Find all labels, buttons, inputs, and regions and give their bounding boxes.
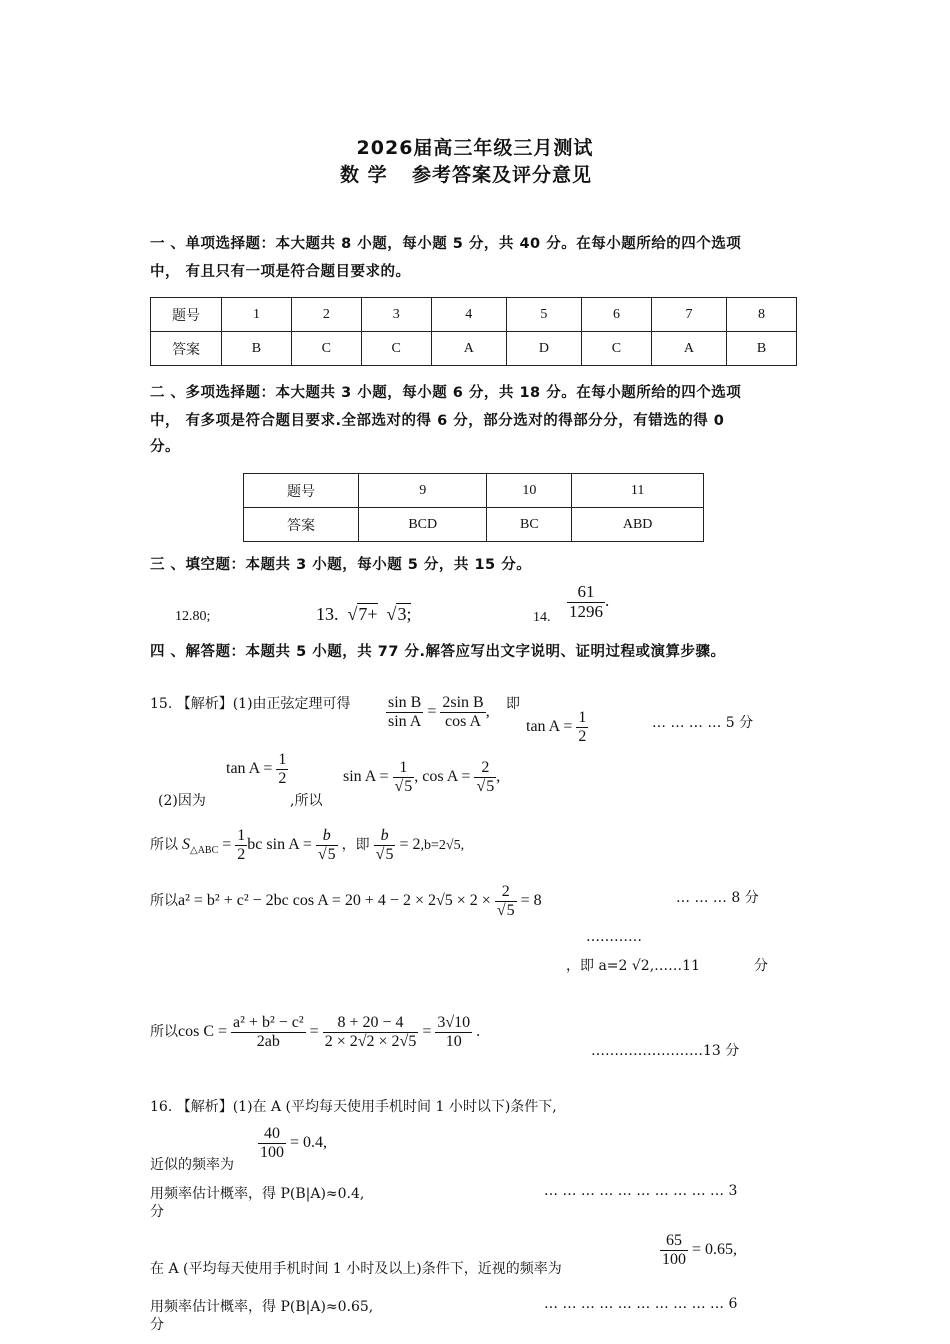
fraction-denominator: 5 (486, 777, 495, 795)
fraction-numerator: b (374, 827, 396, 846)
q16-condition-2: 在 A (平均每天使用手机时间 1 小时及以上)条件下，近视的频率为 (150, 1261, 562, 1277)
page-subtitle-subject: 数 学 (340, 164, 388, 186)
fraction-denominator: 5 (506, 901, 515, 919)
table-cell: 9 (359, 474, 487, 508)
q15-a-value: ，即 a=2 √2,……11 (566, 958, 700, 974)
answer-13-root2: 3; (397, 604, 412, 624)
table-cell: 7 (651, 298, 726, 332)
single-choice-answer-table (150, 297, 797, 366)
table-cell: B (727, 332, 797, 366)
answer-14-label: 14. (533, 610, 551, 625)
q15-a2-expr: a² = b² + c² − 2bc cos A = 20 + 4 − 2 × 2√5 × 2 × (178, 891, 491, 909)
q15-head: 15. 【解析】(1)由正弦定理可得 (150, 696, 351, 712)
fraction-denominator: sin A (388, 712, 422, 730)
fraction-numerator: 65 (660, 1232, 688, 1251)
table-cell: 8 (727, 298, 797, 332)
section-2-line2: 中， 有多项是符合题目要求.全部选对的得 6 分，部分选对的得部分分，有错选的得 0 (150, 413, 725, 429)
fraction-numerator: 1 (237, 827, 246, 844)
q16-freq2: $\frac{65}{100}$ = 0.65, (662, 1232, 738, 1268)
fraction-numerator: a² + b² − c² (233, 1014, 304, 1031)
section-1-line2: 中， 有且只有一项是符合题目要求的。 (150, 264, 411, 280)
q15-cos-prefix: 所以 (150, 1024, 178, 1040)
fraction-denominator: 2 × 2√2 × 2√5 (324, 1032, 417, 1050)
fraction-denominator: 2 (278, 769, 287, 787)
q16-freq1-value: = 0.4 (290, 1133, 324, 1151)
q15-tan: tan A = $\frac{1}{2}$ (526, 709, 587, 745)
fraction-numerator: 2sin B (442, 694, 484, 711)
q15-sincos: sin A = $\frac{1}{√5}$ , cos A = $\frac{2}{√5}$ , (343, 759, 501, 795)
table-header-cell: 题号 (244, 474, 359, 508)
table-cell: 11 (572, 474, 704, 508)
fraction-denominator: 10 (445, 1032, 462, 1050)
fraction-denominator: cos A (445, 712, 482, 730)
answer-13-label: 13. (316, 604, 339, 624)
table-cell: 3 (361, 298, 431, 332)
fraction-numerator: 1 (578, 709, 587, 726)
q15-eq-two: 2 (412, 835, 421, 853)
table-header-cell: 题号 (151, 298, 222, 332)
table-cell: 10 (487, 474, 572, 508)
table-cell: 6 (582, 298, 652, 332)
fraction-numerator: 1 (278, 751, 287, 768)
table-header-cell: 答案 (151, 332, 222, 366)
q15-area-prefix: 所以 (150, 837, 178, 853)
cos-c: cos C (178, 1022, 214, 1040)
q16-score-6: … … … … … … … … … … 6 (544, 1296, 738, 1312)
table-cell: B (222, 332, 292, 366)
q15-tan2: tan A = $\frac{1}{2}$ (226, 751, 287, 787)
fraction-denominator: 5 (404, 777, 413, 795)
answer-14 (567, 583, 609, 621)
page-subtitle: 参考答案及评分意见 (412, 164, 593, 186)
cos-a: cos A (422, 767, 458, 785)
fraction-numerator: 61 (567, 583, 605, 603)
fraction-denominator: 100 (260, 1143, 284, 1161)
fraction-denominator: 2ab (256, 1032, 280, 1050)
answer-12: 12.80; (175, 609, 211, 624)
q16-fen-1: 分 (150, 1204, 164, 1220)
table-cell: C (582, 332, 652, 366)
q16-head: 16. 【解析】(1)在 A (平均每天使用手机时间 1 小时以下)条件下, (150, 1099, 557, 1115)
q15-because: (2)因为 (158, 793, 206, 809)
fraction-numerator: 40 (258, 1125, 286, 1144)
page-title: 2026届高三年级三月测试 (356, 137, 594, 159)
q15-score-5: … … … … 5 分 (652, 715, 754, 731)
q15-dots: ………… (586, 929, 642, 945)
q15-ji: 即 (506, 696, 520, 712)
section-2-line3: 分。 (150, 439, 180, 455)
q15-so: ,所以 (290, 793, 323, 809)
q16-near: 近似的频率为 (150, 1157, 234, 1173)
fraction-numerator: b (316, 827, 338, 846)
sin-a: sin A (343, 767, 376, 785)
fraction-denominator: 100 (662, 1250, 686, 1268)
q16-freq2-value: = 0.65 (692, 1240, 734, 1258)
q16-score-3: … … … … … … … … … … 3 (544, 1183, 738, 1199)
q15-a2-end: = 8 (520, 891, 542, 909)
section-3: 三 、填空题：本题共 3 小题，每小题 5 分，共 15 分。 (150, 557, 532, 573)
area-symbol: S (182, 835, 190, 853)
answer-13: 13. √7+ √3; (316, 604, 412, 624)
q16-fen-2: 分 (150, 1317, 164, 1333)
answer-13-root1: 7+ (358, 604, 378, 624)
table-cell: BC (487, 508, 572, 542)
table-cell: 5 (506, 298, 581, 332)
q15-score-8: … … … 8 分 (676, 890, 759, 906)
q16-estimate-2: 用频率估计概率，得 P(B|A)≈0.65, (150, 1299, 374, 1315)
fraction-numerator: 2 (474, 759, 496, 778)
table-cell: D (506, 332, 581, 366)
q15-ji2: ，即 (341, 837, 370, 853)
section-4: 四 、解答题：本题共 5 小题，共 77 分.解答应写出文字说明、证明过程或演算步骤。 (150, 644, 726, 660)
q15-area: 所以 $S_{\triangle ABC}$ = $\frac{1}{2}$ bc sin A = $\frac{b}{√5}$ ，即 $\frac{b}{√5}$ = 2,b=2√5, (150, 827, 465, 863)
q16-estimate-1: 用频率估计概率，得 P(B|A)≈0.4, (150, 1186, 365, 1202)
section-1-line1: 一 、单项选择题：本大题共 8 小题，每小题 5 分，共 40 分。在每小题所给的四个选项 (150, 236, 742, 252)
fraction-numerator: 3√10 (437, 1014, 471, 1031)
table-cell: A (651, 332, 726, 366)
q15-cosC: 所以cos C = $\frac{\text{a² + b² − c²}}{2ab}$ = $\frac{8 + 20 - 4}{2 \times 2√2 \times 2√5}$ = $\frac{3√10}{10}$ . (150, 1014, 481, 1050)
fraction-denominator: 2 (237, 845, 246, 863)
fraction-numerator: 2 (495, 883, 517, 902)
q15-a-squared: 所以a² = b² + c² − 2bc cos A = 20 + 4 − 2 × 2√5 × 2 × $\frac{2}{√5}$ = 8 (150, 883, 542, 919)
q16-freq1: $\frac{40}{100}$ = 0.4, (260, 1125, 328, 1161)
area-subscript: △ABC (190, 844, 219, 856)
q15-fen: 分 (754, 958, 768, 974)
q15-b-value: ,b=2√5, (420, 837, 465, 853)
q15-eq1: $\frac{\text{sin B}}{\text{sin A}}$ = $\frac{\text{2sin B}}{\text{cos A}}$ , (388, 694, 490, 730)
table-cell: C (291, 332, 361, 366)
q15-a2-prefix: 所以 (150, 893, 178, 909)
section-2-line1: 二 、多项选择题：本大题共 3 小题，每小题 6 分，共 18 分。在每小题所给的四个选项 (150, 385, 742, 401)
table-cell: ABD (572, 508, 704, 542)
tan-a: tan A (226, 759, 260, 777)
fraction-numerator: 1 (393, 759, 415, 778)
fraction-denominator: 2 (578, 727, 587, 745)
fraction-denominator: 1296 (569, 601, 603, 621)
fraction-numerator: 8 + 20 − 4 (323, 1014, 419, 1033)
answer-14-end: . (605, 591, 610, 611)
table-cell: BCD (359, 508, 487, 542)
table-cell: A (431, 332, 506, 366)
table-cell: C (361, 332, 431, 366)
table-cell: 2 (291, 298, 361, 332)
q15-score-13: ……………………13 分 (591, 1043, 740, 1059)
table-cell: 1 (222, 298, 292, 332)
fraction-numerator: sin B (388, 694, 422, 711)
multi-choice-answer-table (243, 473, 704, 542)
area-mid: bc sin A (247, 835, 299, 853)
tan-a: tan A (526, 717, 560, 735)
fraction-denominator: 5 (385, 845, 394, 863)
table-cell: 4 (431, 298, 506, 332)
table-header-cell: 答案 (244, 508, 359, 542)
fraction-denominator: 5 (327, 845, 336, 863)
